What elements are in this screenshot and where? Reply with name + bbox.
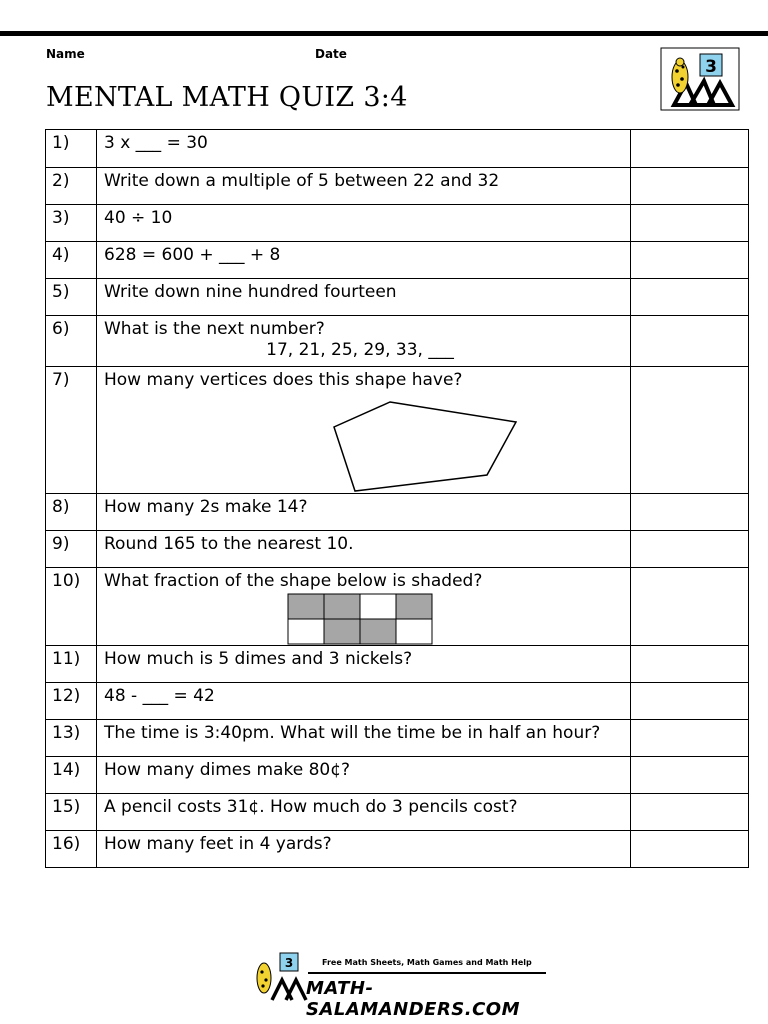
salamander-logo xyxy=(660,47,740,111)
table-row xyxy=(46,683,749,720)
table-row xyxy=(46,568,749,646)
question-text: How much is 5 dimes and 3 nickels? xyxy=(97,646,631,683)
page-title: MENTAL MATH QUIZ 3:4 xyxy=(46,82,408,113)
answer-box[interactable] xyxy=(631,168,749,205)
answer-box[interactable] xyxy=(631,683,749,720)
question-number: 15) xyxy=(46,794,97,831)
question-number: 8) xyxy=(46,494,97,531)
table-row xyxy=(46,168,749,205)
answer-box[interactable] xyxy=(631,130,749,168)
answer-box[interactable] xyxy=(631,757,749,794)
answer-box[interactable] xyxy=(631,242,749,279)
grid-cell-shaded xyxy=(324,619,360,644)
top-rule xyxy=(0,31,768,36)
grid-cell-shaded xyxy=(288,594,324,619)
footer-rule xyxy=(308,972,546,974)
question-number: 10) xyxy=(46,568,97,646)
answer-box[interactable] xyxy=(631,794,749,831)
grid-cell-shaded xyxy=(324,594,360,619)
table-row xyxy=(46,205,749,242)
question-number: 7) xyxy=(46,367,97,494)
question-text: A pencil costs 31¢. How much do 3 pencils cost? xyxy=(97,794,631,831)
table-row xyxy=(46,367,749,494)
grid-cell-shaded xyxy=(360,619,396,644)
table-row xyxy=(46,279,749,316)
question-number: 14) xyxy=(46,757,97,794)
grid-cell-empty xyxy=(396,619,432,644)
pentagon-shape xyxy=(327,397,517,492)
question-text: How many feet in 4 yards? xyxy=(97,831,631,868)
footer-m-icon xyxy=(272,980,306,1000)
answer-box[interactable] xyxy=(631,831,749,868)
table-row xyxy=(46,494,749,531)
name-label: Name xyxy=(46,47,85,61)
answer-box[interactable] xyxy=(631,494,749,531)
question-text: Round 165 to the nearest 10. xyxy=(97,531,631,568)
table-row xyxy=(46,757,749,794)
question-text: The time is 3:40pm. What will the time be in half an hour? xyxy=(97,720,631,757)
footer-badge-text: 3 xyxy=(284,956,294,970)
question-text: 48 - ___ = 42 xyxy=(97,683,631,720)
fraction-grid xyxy=(287,593,433,645)
question-number: 6) xyxy=(46,316,97,367)
question-number: 5) xyxy=(46,279,97,316)
answer-box[interactable] xyxy=(631,646,749,683)
table-row xyxy=(46,531,749,568)
question-number: 4) xyxy=(46,242,97,279)
answer-box[interactable] xyxy=(631,367,749,494)
question-text: 3 x ___ = 30 xyxy=(97,130,631,168)
question-cell xyxy=(97,367,631,494)
question-number: 13) xyxy=(46,720,97,757)
answer-box[interactable] xyxy=(631,720,749,757)
footer-salamander-icon xyxy=(257,963,271,993)
table-row xyxy=(46,720,749,757)
footer-site-link[interactable]: MATH-SALAMANDERS.COM xyxy=(306,978,521,1020)
question-text: 628 = 600 + ___ + 8 xyxy=(97,242,631,279)
question-text: How many vertices does this shape have? xyxy=(104,370,463,390)
number-sequence: 17, 21, 25, 29, 33, ___ xyxy=(266,340,454,360)
date-label: Date xyxy=(315,47,347,61)
answer-box[interactable] xyxy=(631,531,749,568)
table-row xyxy=(46,242,749,279)
answer-box[interactable] xyxy=(631,205,749,242)
question-cell xyxy=(97,316,631,367)
grid-cell-shaded xyxy=(396,594,432,619)
question-number: 2) xyxy=(46,168,97,205)
question-cell xyxy=(97,568,631,646)
footer xyxy=(250,950,550,1020)
question-text: What is the next number? xyxy=(104,319,325,339)
grid-cell-empty xyxy=(360,594,396,619)
grid-cell-empty xyxy=(288,619,324,644)
question-text: How many dimes make 80¢? xyxy=(97,757,631,794)
question-number: 3) xyxy=(46,205,97,242)
question-text: 40 ÷ 10 xyxy=(97,205,631,242)
quiz-table xyxy=(45,129,749,868)
footer-salamander-logo xyxy=(250,950,310,1002)
question-text: Write down a multiple of 5 between 22 and 32 xyxy=(97,168,631,205)
table-row xyxy=(46,646,749,683)
answer-box[interactable] xyxy=(631,568,749,646)
answer-box[interactable] xyxy=(631,279,749,316)
question-number: 9) xyxy=(46,531,97,568)
question-number: 1) xyxy=(46,130,97,168)
question-text: Write down nine hundred fourteen xyxy=(97,279,631,316)
table-row xyxy=(46,831,749,868)
logo-grade-text: 3 xyxy=(705,57,717,77)
question-number: 12) xyxy=(46,683,97,720)
table-row xyxy=(46,794,749,831)
question-text: How many 2s make 14? xyxy=(97,494,631,531)
question-number: 16) xyxy=(46,831,97,868)
table-row xyxy=(46,130,749,168)
question-number: 11) xyxy=(46,646,97,683)
answer-box[interactable] xyxy=(631,316,749,367)
table-row xyxy=(46,316,749,367)
question-text: What fraction of the shape below is shaded? xyxy=(104,571,483,591)
footer-tagline: Free Math Sheets, Math Games and Math Help xyxy=(322,958,532,967)
